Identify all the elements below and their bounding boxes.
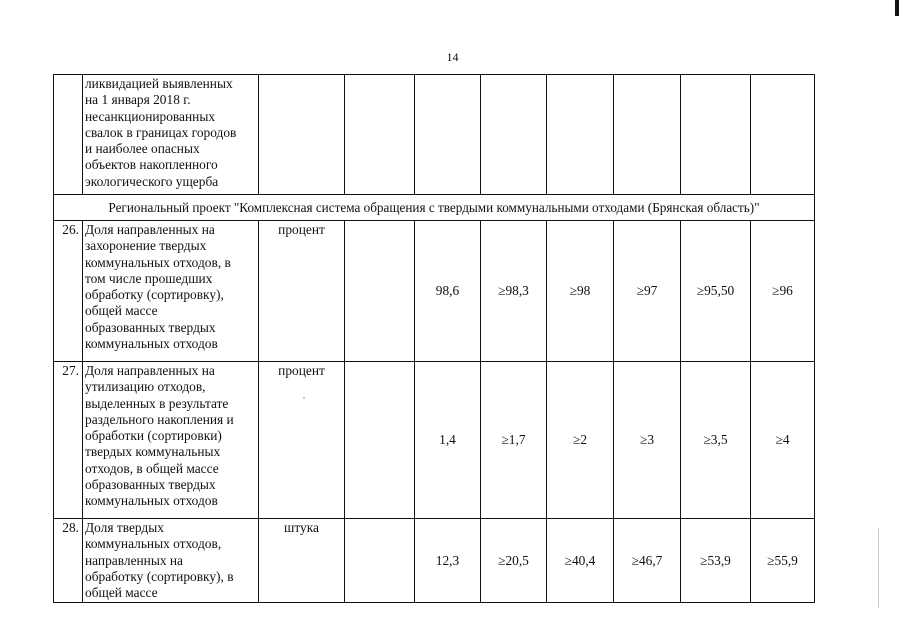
table-row-continuation xyxy=(54,75,815,195)
scan-artifact-mark xyxy=(895,0,899,16)
value-cell: ≥97 xyxy=(614,221,681,362)
value-cell: ≥3 xyxy=(614,362,681,519)
value-cell: ≥98,3 xyxy=(481,221,547,362)
value-cell: ≥4 xyxy=(751,362,815,519)
name-line: захоронение твердых xyxy=(85,238,207,254)
name-line: обработку (сортировку), xyxy=(85,287,224,303)
value-cell xyxy=(614,75,681,195)
name-line: коммунальных отходов xyxy=(85,493,218,509)
section-title: Региональный проект "Комплексная система обращения с твердыми коммунальными отходами (Брянская область)" xyxy=(54,195,815,221)
name-line: коммунальных отходов, в xyxy=(85,254,231,270)
name-line: раздельного накопления и xyxy=(85,411,234,427)
name-line: общей массе xyxy=(85,303,158,319)
scan-artifact-line xyxy=(878,528,879,608)
value-cell xyxy=(481,75,547,195)
name-line: утилизацию отходов, xyxy=(85,379,206,395)
name-line: образованных твердых xyxy=(85,319,216,335)
value-cell: ≥46,7 xyxy=(614,519,681,603)
row-number-cell xyxy=(54,75,83,195)
indicator-name-cell xyxy=(83,221,259,362)
value-cell: 98,6 xyxy=(415,221,481,362)
value-cell: ≥55,9 xyxy=(751,519,815,603)
row-number-cell: 28. xyxy=(54,519,83,603)
value-cell: ≥98 xyxy=(547,221,614,362)
name-line: коммунальных отходов xyxy=(85,336,218,352)
value-cell: 12,3 xyxy=(415,519,481,603)
value-cell xyxy=(415,75,481,195)
name-line: объектов накопленного xyxy=(85,157,218,173)
value-cell: ≥2 xyxy=(547,362,614,519)
base-value-cell xyxy=(345,221,415,362)
unit-cell: процент xyxy=(259,362,345,519)
name-line: направленных на xyxy=(85,552,183,568)
name-line: Доля направленных на xyxy=(85,363,215,378)
value-cell xyxy=(751,75,815,195)
name-line: твердых коммунальных xyxy=(85,444,221,460)
base-value-cell xyxy=(345,75,415,195)
indicator-name-cell xyxy=(83,75,259,195)
indicator-name-cell xyxy=(83,362,259,519)
name-line: Доля твердых xyxy=(85,520,164,535)
name-line: ликвидацией выявленных xyxy=(85,76,233,91)
name-line: несанкционированных xyxy=(85,108,216,124)
value-cell: ≥96 xyxy=(751,221,815,362)
unit-cell: процент xyxy=(259,221,345,362)
value-cell xyxy=(547,75,614,195)
name-line: Доля направленных на xyxy=(85,222,215,237)
value-cell: ≥20,5 xyxy=(481,519,547,603)
name-line: том числе прошедших xyxy=(85,270,213,286)
indicators-table xyxy=(53,74,815,603)
name-line: отходов, в общей массе xyxy=(85,460,219,476)
base-value-cell xyxy=(345,362,415,519)
name-line: общей массе xyxy=(85,585,158,601)
unit-cell xyxy=(259,75,345,195)
name-line: обработку (сортировку), в xyxy=(85,568,234,584)
indicator-name-cell xyxy=(83,519,259,603)
value-cell: ≥40,4 xyxy=(547,519,614,603)
base-value-cell xyxy=(345,519,415,603)
value-cell: ≥1,7 xyxy=(481,362,547,519)
name-line: на 1 января 2018 г. xyxy=(85,92,191,108)
table-row xyxy=(54,221,815,362)
page-number: 14 xyxy=(446,50,459,64)
name-line: коммунальных отходов, xyxy=(85,536,222,552)
table-row xyxy=(54,519,815,603)
name-line: образованных твердых xyxy=(85,477,216,493)
section-row xyxy=(54,195,815,221)
unit-cell: штука xyxy=(259,519,345,603)
name-line: выделенных в результате xyxy=(85,395,229,411)
table-row xyxy=(54,362,815,519)
name-line: свалок в границах городов xyxy=(85,124,237,140)
value-cell: ≥3,5 xyxy=(681,362,751,519)
row-number-cell: 27. xyxy=(54,362,83,519)
value-cell xyxy=(681,75,751,195)
name-line: обработки (сортировки) xyxy=(85,428,222,444)
name-line: и наиболее опасных xyxy=(85,141,200,157)
value-cell: 1,4 xyxy=(415,362,481,519)
value-cell: ≥95,50 xyxy=(681,221,751,362)
value-cell: ≥53,9 xyxy=(681,519,751,603)
name-line: экологического ущерба xyxy=(85,173,219,189)
row-number-cell: 26. xyxy=(54,221,83,362)
